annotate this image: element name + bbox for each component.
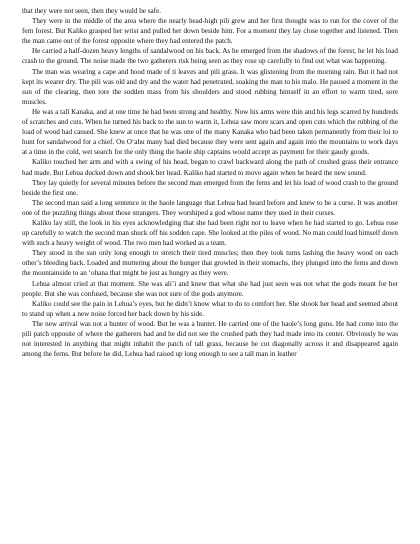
paragraph: They stood in the sun only long enough to stretch their tired muscles; then they took turns lashing the heavy wood on each other’s bleeding back. Loaded and muttering about the hunger that growled in their stomachs, they plunged into the ferns and down the mountainside to an ‘ohana that might be just as hungry as they were. [22, 249, 398, 278]
paragraph: The new arrival was not a hunter of wood. But he was a hunter. He carried one of the haole’s long guns. He had come into the pili patch opposite of where the gatherers had and he did not see the crushed path they had made into its center. Obviously he was not interested in anything that might inhabit the patch of tall grass, because he cut diagonally across it and disappeared again among the ferns. But before he did, Lehua had raised up long enough to see a tall man in leather [22, 319, 398, 359]
paragraph: He carried a half-dozen heavy lengths of sandalwood on his back. As he emerged from the shadows of the forest, he let his load crash to the ground. The noise made the two gatherers risk being seen as they rose up carefully to find out what was happening. [22, 47, 398, 66]
paragraph: The man was wearing a cape and hood made of ti leaves and pili grass. It was glistening from the morning rain. But it had not kept its wearer dry. The pili was old and dry and the water had penetrated, soaking the man to his malo. He paused a moment in the sun of the clearing, then tore the sodden mass from his shoulders and stood rubbing himself in an effort to warm tired, sore muscles. [22, 67, 398, 106]
paragraph: Kaliko touched her arm and with a swing of his head, began to crawl backward along the path of crushed grass their entrance had made. But Lehua ducked down and shook her head. Kaliko had started to move again when he heard the new sound. [22, 158, 398, 177]
paragraph: The second man said a long sentence in the haole language that Lehua had heard before and knew to be a curse. It was another one of the puzzling things about those strangers. They worshiped a god whose name they used in their curses. [22, 198, 398, 217]
paragraph: Lehua almost cried at that moment. She was ali’i and knew that what she had just seen was not what the gods meant for her people. But she was confused, because she was not sure of the gods anymore. [22, 279, 398, 298]
paragraph: They lay quietly for several minutes before the second man emerged from the ferns and let his load of wood crash to the ground beside the first one. [22, 178, 398, 197]
paragraph: Kaliko lay still, the look in his eyes acknowledging that she had been right not to leave when he had started to go. Lehua rose up carefully to watch the second man shuck off his sodden cape. She looked at the piles of wood. No man could load himself down with such a heavy weight of wood. The two men had worked as a team. [22, 218, 398, 248]
paragraph: Kaliko could see the pain in Lehua’s eyes, but he didn’t know what to do to comfort her. She shook her head and seemed about to stand up when a new noise forced her back down by his side. [22, 299, 398, 318]
paragraph: They were in the middle of the area where the nearly head-high pili grew and her first thought was to run for the cover of the fern forest. But Kaliko grasped her wrist and pulled her down beside him. For a moment they lay close together and listened. Then the man came out of the forest opposite where they had entered the patch. [22, 17, 398, 46]
paragraph: He was a tall Kanaka, and at one time he had been strong and healthy. Now his arms were thin and his legs scarred by hundreds of scratches and cuts. When he turned his back to the sun to warm it, Lehua saw more scars and open cuts which the rubbing of the load of wood had caused. She knew at once that he was one of the many Kanaka who had been taken permanently from their loi to hunt for sandalwood for a chief. On Oʻahu many had died because they were sent again and again into the mountains to work days at a time in the cold, wet search for the only thing the haole ship captains would accept as payment for their gaudy goods. [22, 107, 398, 157]
paragraph: that they were not seen, then they would be safe. [22, 7, 161, 15]
